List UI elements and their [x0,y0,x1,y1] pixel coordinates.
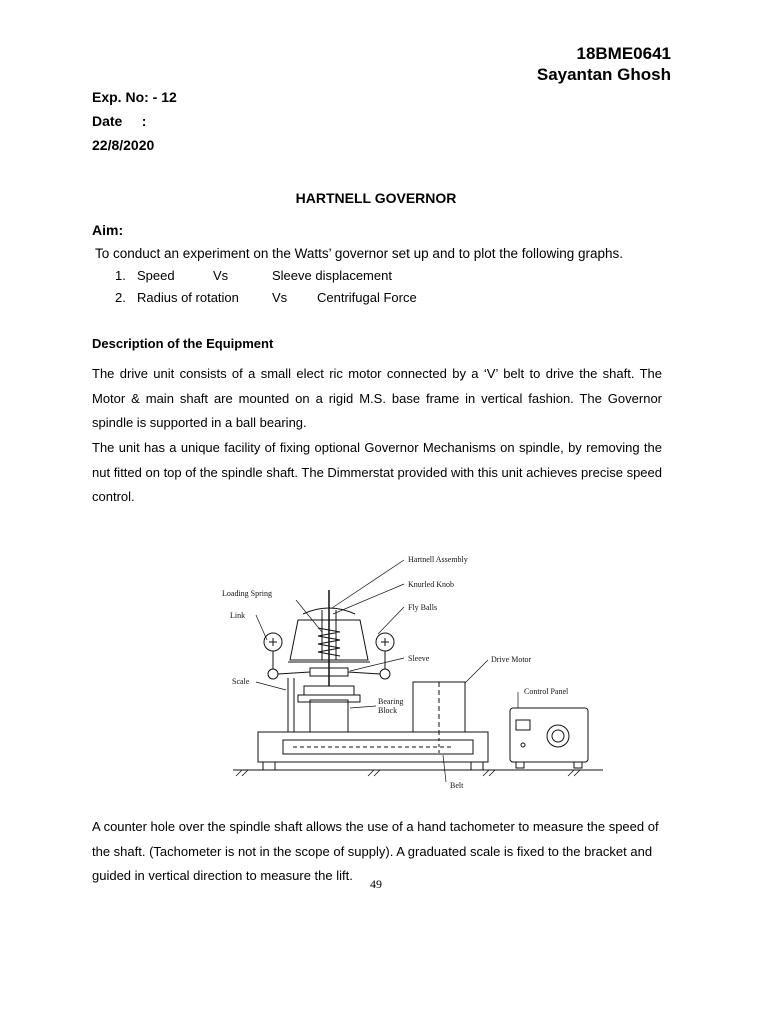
label-belt: Belt [450,781,464,790]
aim-heading: Aim: [92,222,124,238]
closing-paragraph: A counter hole over the spindle shaft allows the use of a hand tachometer to measure the speed of the shaft. (Tachometer is not in the scope of supply). A graduated scale is fixed to the bracket and guided in vertical direction to measure the lift. [92,819,659,883]
item-number: 1. [115,268,126,283]
description-heading: Description of the Equipment [92,336,274,351]
label-drive-motor: Drive Motor [491,655,532,664]
aim-text: To conduct an experiment on the Watts’ governor set up and to plot the following graphs. [95,246,624,261]
label-control-panel: Control Panel [524,687,569,696]
label-bearing: Bearing [378,697,404,706]
aim-list-item [0,268,768,286]
item-vs: Vs [213,268,229,283]
item-b: Sleeve displacement [272,268,392,283]
hartnell-governor-diagram [218,550,608,800]
student-name: Sayantan Ghosh [536,65,671,84]
description-paragraph-2: The unit has a unique facility of fixing optional Governor Mechanisms on spindle, by removing the nut fitted on top of the spindle shaft. The Dimmerstat provided with this unit achieves precise speed control. [92,440,662,504]
label-link: Link [230,611,246,620]
label-sleeve: Sleeve [408,654,430,663]
control-panel [510,708,588,762]
exp-number: Exp. No: - 12 [92,89,177,105]
description-paragraph-1: The drive unit consists of a small elect ric motor connected by a ‘V’ belt to drive the shaft. The Motor & main shaft are mounted on a rigid M.S. base frame in vertical fashion. The Governor spindle is supported in a ball bearing. [92,366,662,430]
aim-list-item [0,290,768,308]
item-number: 2. [115,290,126,305]
bearing-block [310,700,348,732]
label-fly-balls: Fly Balls [408,603,438,612]
item-vs: Vs [272,290,288,305]
page-number: 49 [370,877,382,891]
label-hartnell-assembly: Hartnell Assembly [408,555,468,564]
date-label: Date : [92,113,147,129]
item-b: Centrifugal Force [317,290,417,305]
label-loading-spring: Loading Spring [222,589,272,598]
header-block [537,43,671,85]
roll-number: 18BME0641 [576,44,671,63]
label-knurled-knob: Knurled Knob [408,580,454,589]
page-title: HARTNELL GOVERNOR [295,190,457,206]
item-a: Radius of rotation [137,290,239,305]
date-value: 22/8/2020 [92,137,155,153]
label-scale: Scale [232,677,250,686]
label-block: Block [378,706,398,715]
item-a: Speed [137,268,175,283]
